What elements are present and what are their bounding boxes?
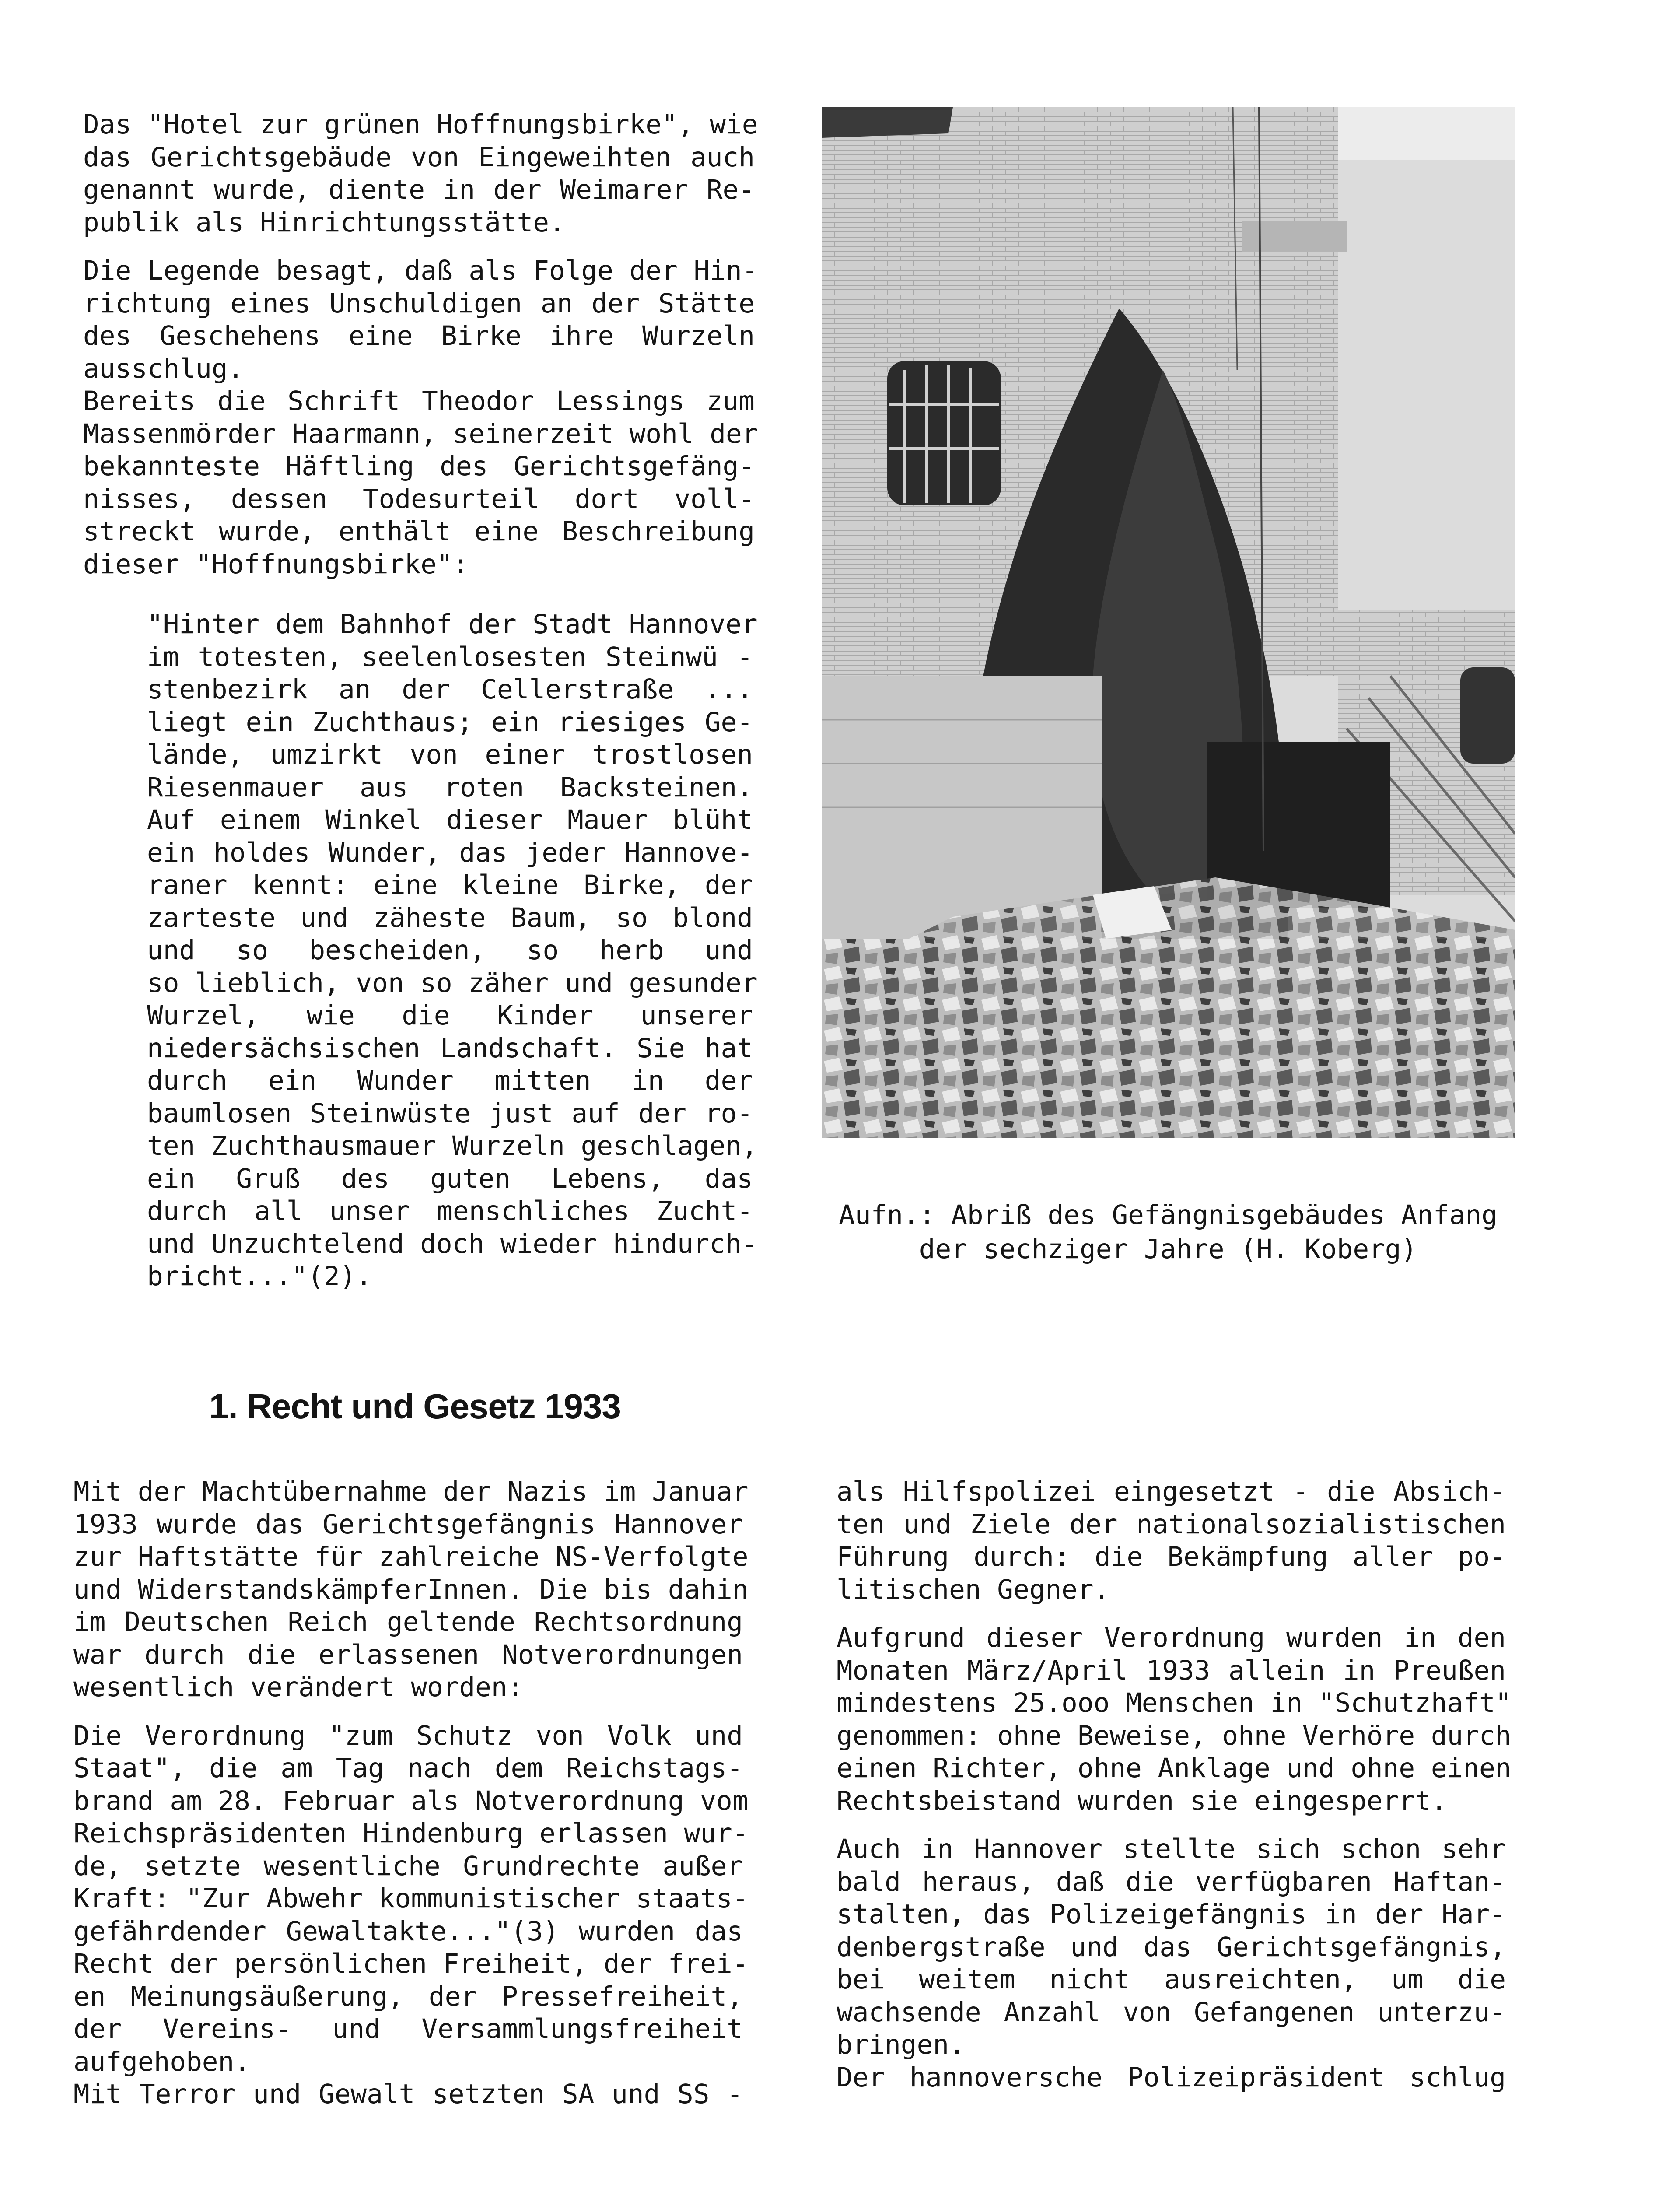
caption-line: der sechziger Jahre (H. Koberg) (919, 1234, 1418, 1265)
text-line: durch ein Wunder mitten in der (147, 1065, 753, 1096)
left-column (74, 1476, 749, 2111)
text-line: war durch die erlassenen Notverordnungen (74, 1639, 743, 1670)
section-heading: 1. Recht und Gesetz 1933 (209, 1387, 621, 1426)
text-line: der Vereins- und Versammlungsfreiheit (74, 2013, 743, 2044)
text-line: Führung durch: die Bekämpfung aller po- (836, 1541, 1506, 1572)
text-line: brand am 28. Februar als Notverordnung vom (74, 1785, 749, 1816)
text-line: 1933 wurde das Gerichtsgefängnis Hannover (74, 1508, 743, 1540)
text-line: genommen: ohne Beweise, ohne Verhöre durch (836, 1720, 1512, 1751)
text-line: Recht der persönlichen Freiheit, der frei- (74, 1948, 749, 1979)
text-line: richtung eines Unschuldigen an der Stätte (83, 288, 755, 319)
text-line: bekannteste Häftling des Gerichtsgefäng- (83, 451, 755, 482)
photo-caption (809, 1198, 1527, 1266)
text-line: Riesenmauer aus roten Backsteinen. (147, 771, 753, 803)
text-line: stalten, das Polizeigefängnis in der Har- (836, 1899, 1506, 1930)
text-line: Monaten März/April 1933 allein in Preußen (836, 1655, 1506, 1686)
text-line: genannt wurde, diente in der Weimarer Re- (83, 174, 755, 205)
text-line: ten Zuchthausmauer Wurzeln geschlagen, (147, 1130, 758, 1161)
text-line: bricht..."(2). (147, 1261, 372, 1292)
text-line: und Unzuchtelend doch wieder hindurch- (147, 1228, 758, 1259)
text-line: bald heraus, daß die verfügbaren Haftan- (836, 1866, 1506, 1897)
text-line: Bereits die Schrift Theodor Lessings zum (83, 386, 755, 417)
text-line: Auf einem Winkel dieser Mauer blüht (147, 804, 753, 835)
text-line: ein holdes Wunder, das jeder Hannove- (147, 837, 753, 868)
paragraph (836, 1622, 1512, 1817)
text-line: "Hinter dem Bahnhof der Stadt Hannover (147, 609, 758, 640)
text-line: Reichspräsidenten Hindenburg erlassen wur- (74, 1818, 749, 1849)
text-line: nisses, dessen Todesurteil dort voll- (83, 483, 755, 515)
paragraph (74, 1476, 749, 1704)
text-line: so lieblich, von so zäher und gesunder (147, 967, 758, 999)
paragraph (836, 1833, 1506, 2062)
text-line: stenbezirk an der Cellerstraße ... (147, 674, 753, 705)
text-line: gefährdender Gewaltakte..."(3) wurden das (74, 1915, 743, 1947)
text-line: Aufgrund dieser Verordnung wurden in den (836, 1622, 1506, 1653)
text-line: Massenmörder Haarmann, seinerzeit wohl der (83, 418, 758, 449)
text-line: lände, umzirkt von einer trostlosen (147, 739, 753, 770)
text-line: aufgehoben. (74, 2046, 250, 2077)
text-line: ausschlug. (83, 353, 244, 384)
text-line: Das "Hotel zur grünen Hoffnungsbirke", wie (83, 109, 758, 140)
text-line: Die Legende besagt, daß als Folge der Hin- (83, 255, 758, 286)
text-line: liegt ein Zuchthaus; ein riesiges Ge- (147, 706, 753, 738)
text-line: durch all unser menschliches Zucht- (147, 1196, 753, 1227)
paragraph (74, 1720, 749, 2079)
text-line: und WiderstandskämpferInnen. Die bis dahin (74, 1574, 749, 1605)
text-line: im totesten, seelenlosesten Steinwü - (147, 641, 753, 673)
intro-paragraph-1 (83, 109, 758, 239)
quote-text (147, 608, 758, 1293)
caption-line: Aufn.: Abriß des Gefängnisgebäudes Anfang (839, 1199, 1498, 1231)
text-line: Der hannoversche Polizeipräsident schlug (836, 2062, 1506, 2093)
text-line: raner kennt: eine kleine Birke, der (147, 870, 753, 901)
text-line: dieser "Hoffnungsbirke": (83, 548, 469, 580)
right-column (836, 1476, 1512, 2094)
text-line: mindestens 25.ooo Menschen in "Schutzhaft" (836, 1687, 1512, 1718)
text-line: de, setzte wesentliche Grundrechte außer (74, 1850, 743, 1882)
photo-illustration (822, 107, 1515, 1138)
text-line: und so bescheiden, so herb und (147, 935, 753, 966)
text-line: im Deutschen Reich geltende Rechtsordnung (74, 1606, 743, 1637)
text-line: en Meinungsäußerung, der Pressefreiheit, (74, 1981, 743, 2012)
demolition-photo (822, 107, 1515, 1138)
text-line: niedersächsischen Landschaft. Sie hat (147, 1032, 753, 1064)
text-line: das Gerichtsgebäude von Eingeweihten auch (83, 141, 755, 173)
text-line: wachsende Anzahl von Gefangenen unterzu- (836, 1996, 1506, 2028)
text-line: zur Haftstätte für zahlreiche NS-Verfolgte (74, 1541, 749, 1572)
text-line: bei weitem nicht ausreichten, um die (836, 1964, 1506, 1995)
text-line: des Geschehens eine Birke ihre Wurzeln (83, 320, 755, 351)
text-line: als Hilfspolizei eingesetzt - die Absich- (836, 1476, 1506, 1507)
text-line: ein Gruß des guten Lebens, das (147, 1163, 753, 1194)
text-line: baumlosen Steinwüste just auf der ro- (147, 1098, 753, 1129)
paragraph (836, 1476, 1506, 1606)
text-line: Mit Terror und Gewalt setzten SA und SS - (74, 2079, 743, 2110)
text-line: Rechtsbeistand wurden sie eingesperrt. (836, 1785, 1447, 1816)
text-line: wesentlich verändert worden: (74, 1672, 524, 1703)
text-line: einen Richter, ohne Anklage und ohne einen (836, 1753, 1512, 1784)
intro-text (83, 109, 758, 581)
text-line: Kraft: "Zur Abwehr kommunistischer staats- (74, 1883, 749, 1914)
text-line: Wurzel, wie die Kinder unserer (147, 1000, 753, 1031)
text-line: streckt wurde, enthält eine Beschreibung (83, 516, 755, 547)
paragraph (74, 2078, 743, 2111)
text-line: Mit der Machtübernahme der Nazis im Januar (74, 1476, 749, 1507)
intro-paragraph-2 (83, 255, 758, 385)
block-quote (147, 608, 758, 1293)
text-line: ten und Ziele der nationalsozialistischen (836, 1508, 1506, 1540)
text-line: Staat", die am Tag nach dem Reichstags- (74, 1753, 743, 1784)
text-line: Die Verordnung "zum Schutz von Volk und (74, 1720, 743, 1751)
text-line: zarteste und zäheste Baum, so blond (147, 902, 753, 933)
text-line: Auch in Hannover stellte sich schon sehr (836, 1834, 1506, 1865)
text-line: bringen. (836, 2029, 965, 2060)
text-line: publik als Hinrichtungsstätte. (83, 207, 565, 238)
paragraph (836, 2062, 1506, 2094)
text-line: denbergstraße und das Gerichtsgefängnis, (836, 1931, 1506, 1963)
intro-paragraph-3 (83, 385, 758, 581)
text-line: litischen Gegner. (836, 1574, 1110, 1605)
